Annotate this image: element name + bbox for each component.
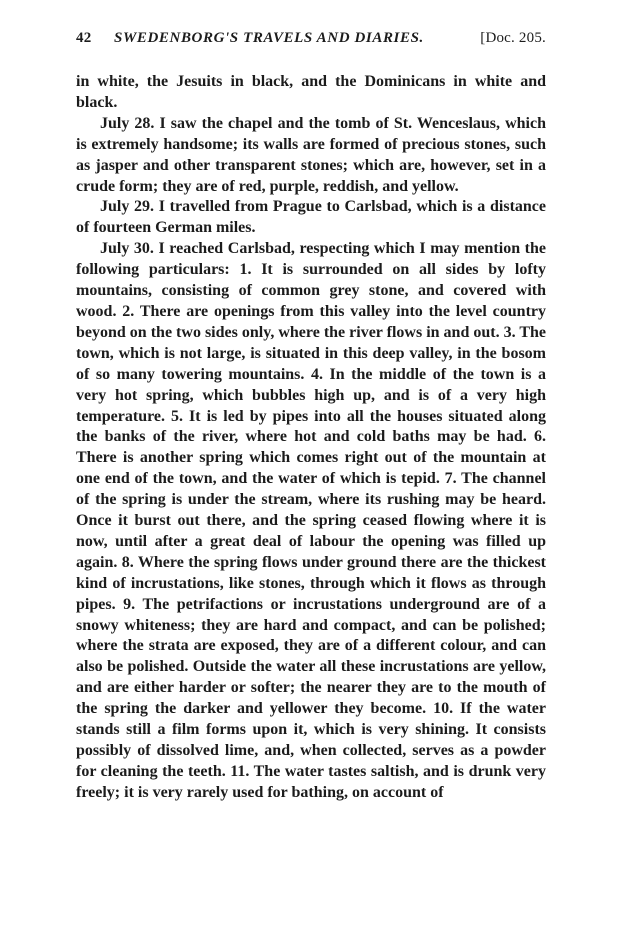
page-number: 42 — [76, 30, 92, 46]
paragraph-continuation: in white, the Jesuits in black, and the Dominicans in white and black. — [76, 73, 546, 111]
running-title: SWEDENBORG'S TRAVELS AND DIARIES. — [114, 30, 424, 46]
book-page — [76, 30, 546, 804]
page-body — [76, 72, 546, 804]
paragraph-july-28: July 28. I saw the chapel and the tomb of St. Wenceslaus, which is extremely handsome; its walls are formed of precious stones, such as jasper and other transparent stones; which are, however, set in a crude form; they are of red, purple, reddish, and yellow. — [76, 114, 546, 195]
document-reference: [Doc. 205. — [480, 30, 546, 46]
paragraph-july-30: July 30. I reached Carlsbad, respecting which I may mention the following particulars: 1. It is surrounded on all sides by lofty mountains, consisting of common grey stone, and covered with wood. 2. There are openings from this valley into the level country beyond on the two sides only, where the river flows in and out. 3. The town, which is not large, is situated in this deep valley, in the bosom of so many towering mountains. 4. In the middle of the town is a very hot spring, which bubbles high up, and is of a very high temperature. 5. It is led by pipes into all the houses situated along the banks of the river, where hot and cold baths may be had. 6. There is another spring which comes right out of the mountain at one end of the town, and the water of which is tepid. 7. The channel of the spring is under the stream, where its rushing may be heard. Once it burst out there, and the spring ceased flowing where it is now, until after a great deal of labour the opening was filled up again. 8. Where the spring flows under ground there are the thickest kind of incrustations, like stones, through which it flows as through pipes. 9. The petrifactions or incrustations underground are of a snowy whiteness; they are hard and compact, and can be polished; where the strata are exposed, they are of a different colour, and can also be polished. Outside the water all these incrustations are yellow, and are either harder or softer; the nearer they are to the mouth of the spring the darker and yellower they become. 10. If the water stands still a film forms upon it, which is very shining. It consists possibly of dissolved lime, and, when collected, serves as a powder for cleaning the teeth. 11. The water tastes saltish, and is drunk very freely; it is very rarely used for bathing, on account of — [76, 240, 546, 801]
paragraph-july-29: July 29. I travelled from Prague to Carlsbad, which is a distance of fourteen German miles. — [76, 198, 546, 237]
running-head — [76, 30, 546, 54]
